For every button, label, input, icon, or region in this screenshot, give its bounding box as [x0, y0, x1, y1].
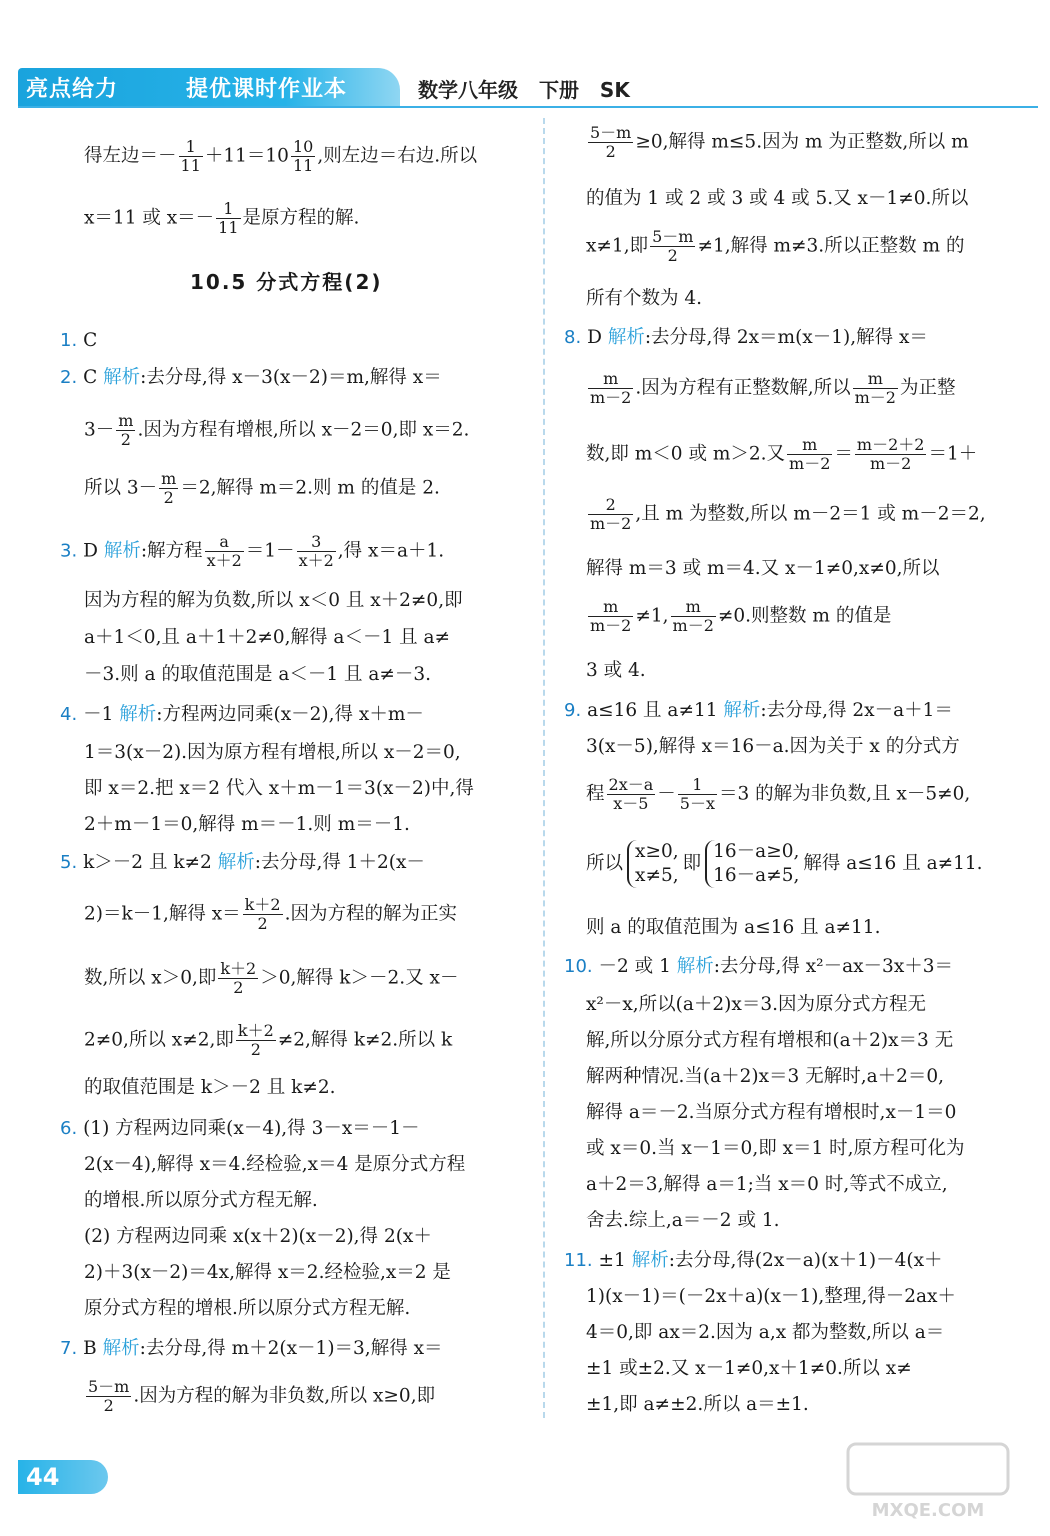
text-line: ±1 或±2.又 x－1≠0,x＋1≠0.所以 x≠ [586, 1358, 912, 1379]
text-line: 程 $\frac{2x-a}{x-5}$ － $\frac{1}{5-x}$ ＝3 的解为非负数,且 x－5≠0, [586, 775, 971, 813]
text-line: x＝11 或 x＝－ $\frac{1}{11}$ 是原方程的解. [84, 199, 360, 237]
answer-5: 5. k＞－2 且 k≠2 解析:去分母,得 1＋2(x－ [60, 852, 425, 873]
text-line: 的值为 1 或 2 或 3 或 4 或 5.又 x－1≠0.所以 [586, 188, 969, 209]
fraction: $\frac{k+2}{2}$ [220, 959, 257, 997]
text-line: 得左边＝－ $\frac{1}{11}$ ＋11＝10 $\frac{10}{11}$ ,则左边＝右边.所以 [84, 137, 478, 175]
fraction: $\frac{10}{11}$ [292, 137, 314, 175]
answer-4: 4. －1 解析:方程两边同乘(x－2),得 x＋m－ [60, 704, 424, 725]
answer-6: 6. (1) 方程两边同乘(x－4),得 3－x＝－1－ [60, 1118, 420, 1139]
fraction: $\frac{5-m}{2}$ [88, 1377, 130, 1415]
svg-text:MXQE.COM: MXQE.COM [871, 1500, 985, 1521]
fraction: $\frac{1}{5-x}$ [679, 775, 715, 813]
fraction: $\frac{m}{2}$ [161, 469, 177, 507]
text-line: 舍去.综上,a＝－2 或 1. [586, 1210, 780, 1231]
answer-8: 8. D 解析:去分母,得 2x＝m(x－1),解得 x＝ [564, 327, 928, 348]
text-line: 则 a 的取值范围为 a≤16 且 a≠11. [586, 917, 881, 938]
fraction: $\frac{k+2}{2}$ [244, 895, 281, 933]
text-line: a＋2＝3,解得 a＝1;当 x＝0 时,等式不成立, [586, 1174, 948, 1195]
text-line: $\frac{5-m}{2}$ ≥0,解得 m≤5.因为 m 为正整数,所以 m [590, 123, 969, 161]
fraction: $\frac{a}{x+2}$ [206, 532, 242, 570]
fraction: $\frac{m}{m-2}$ [590, 597, 632, 635]
answer-2: 2. C 解析:去分母,得 x－3(x－2)＝m,解得 x＝ [60, 367, 442, 388]
page-header [18, 68, 1018, 106]
text-line: 1＝3(x－2).因为原方程有增根,所以 x－2＝0, [84, 742, 461, 763]
analysis-tag: 解析 [103, 367, 141, 388]
page-number: 44 [18, 1460, 108, 1494]
text-line: 的取值范围是 k＞－2 且 k≠2. [84, 1077, 336, 1098]
text-line: 即 x＝2.把 x＝2 代入 x＋m－1＝3(x－2)中,得 [84, 778, 474, 799]
text-line: －3.则 a 的取值范围是 a＜－1 且 a≠－3. [84, 664, 432, 685]
fraction: $\frac{5-m}{2}$ [590, 123, 632, 161]
text-line: 所以 3－ $\frac{m}{2}$ ＝2,解得 m＝2.则 m 的值是 2. [84, 469, 440, 507]
text-line: 3(x－5),解得 x＝16－a.因为关于 x 的分式方 [586, 736, 960, 757]
fraction: $\frac{m}{m-2}$ [672, 597, 714, 635]
answer-11: 11. ±1 解析:去分母,得(2x－a)(x＋1)－4(x＋ [564, 1250, 943, 1271]
answer-3: 3. D 解析:解方程 $\frac{a}{x+2}$ ＝1－ $\frac{3}{x+2}$ ,得 x＝a＋1. [60, 532, 445, 570]
text-line: a＋1＜0,且 a＋1＋2≠0,解得 a＜－1 且 a≠ [84, 627, 451, 648]
fraction: $\frac{1}{11}$ [218, 199, 239, 237]
book-title: 提优课时作业本 [186, 77, 348, 102]
text-line: 原分式方程的增根.所以原分式方程无解. [84, 1298, 411, 1319]
equation-system: 16－a≥0, 16－a≠5, [705, 840, 799, 888]
watermark-logo [844, 1440, 1014, 1526]
fraction: $\frac{m}{m-2}$ [789, 435, 831, 473]
fraction: $\frac{2x-a}{x-5}$ [608, 775, 654, 813]
text-line: 解得 a＝－2.当原分式方程有增根时,x－1＝0 [586, 1102, 957, 1123]
answer-9: 9. a≤16 且 a≠11 解析:去分母,得 2x－a＋1＝ [564, 700, 953, 721]
brand-banner [18, 68, 400, 106]
header-rule [18, 106, 1038, 108]
text-line: 3 或 4. [586, 660, 646, 681]
fraction: $\frac{1}{11}$ [180, 137, 201, 175]
text-line: 或 x＝0.当 x－1＝0,即 x＝1 时,原方程可化为 [586, 1138, 965, 1159]
answer-1: 1. C [60, 330, 98, 351]
equation-system: x≥0, x≠5, [627, 840, 679, 888]
text-line: 数,所以 x＞0,即 $\frac{k+2}{2}$ ＞0,解得 k＞－2.又 x－ [84, 959, 459, 997]
section-title: 10.5 分式方程(2) [190, 270, 383, 294]
text-line: 2≠0,所以 x≠2,即 $\frac{k+2}{2}$ ≠2,解得 k≠2.所以 k [84, 1021, 453, 1059]
text-line: 所有个数为 4. [586, 288, 703, 309]
subject-label: 数学八年级 下册 SK [418, 78, 630, 102]
fraction: $\frac{m}{m-2}$ [854, 369, 896, 407]
text-line: $\frac{5-m}{2}$ .因为方程的解为非负数,所以 x≥0,即 [88, 1377, 436, 1415]
answer-10: 10. －2 或 1 解析:去分母,得 x²－ax－3x＋3＝ [564, 956, 954, 977]
fraction: $\frac{m}{m-2}$ [590, 369, 632, 407]
text-line: 3－ $\frac{m}{2}$ .因为方程有增根,所以 x－2＝0,即 x＝2. [84, 411, 470, 449]
answer-7: 7. B 解析:去分母,得 m＋2(x－1)＝3,解得 x＝ [60, 1338, 443, 1359]
fraction: $\frac{m}{2}$ [118, 411, 134, 449]
text-line: 4＝0,即 ax＝2.因为 a,x 都为整数,所以 a＝ [586, 1322, 945, 1343]
text-line: 2)＋3(x－2)＝4x,解得 x＝2.经检验,x＝2 是 [84, 1262, 451, 1283]
text-line: x²－x,所以(a＋2)x＝3.因为原分式方程无 [586, 994, 926, 1015]
text-line: 的增根.所以原分式方程无解. [84, 1190, 318, 1211]
text-line: 因为方程的解为负数,所以 x＜0 且 x＋2≠0,即 [84, 590, 463, 611]
text-line: 解得 m＝3 或 m＝4.又 x－1≠0,x≠0,所以 [586, 558, 940, 579]
text-line: $\frac{m}{m-2}$ ≠1, $\frac{m}{m-2}$ ≠0.则整数 m 的值是 [590, 597, 892, 635]
fraction: $\frac{2}{m-2}$ [590, 495, 632, 533]
text-line: 1)(x－1)＝(－2x＋a)(x－1),整理,得－2ax＋ [586, 1286, 956, 1307]
column-divider [543, 118, 545, 1418]
text-line: 2(x－4),解得 x＝4.经检验,x＝4 是原分式方程 [84, 1154, 466, 1175]
text-line: 数,即 m＜0 或 m＞2.又 $\frac{m}{m-2}$ ＝ $\frac{m-2+2}{m-2}$ ＝1＋ [586, 435, 978, 473]
fraction: $\frac{k+2}{2}$ [237, 1021, 274, 1059]
text-line: $\frac{m}{m-2}$ .因为方程有正整数解,所以 $\frac{m}{m-2}$ 为正整 [590, 369, 956, 407]
fraction: $\frac{5-m}{2}$ [652, 227, 694, 265]
text-line: 解,所以分原分式方程有增根和(a＋2)x＝3 无 [586, 1030, 954, 1051]
text-line: 2＋m－1＝0,解得 m＝－1.则 m＝－1. [84, 814, 410, 835]
fraction: $\frac{3}{x+2}$ [298, 532, 334, 570]
text-line: (2) 方程两边同乘 x(x＋2)(x－2),得 2(x＋ [84, 1226, 432, 1247]
text-line: 所以 x≥0, x≠5, 即 16－a≥0, 16－a≠5, 解得 a≤16 且 a≠11. [586, 841, 983, 886]
text-line: ±1,即 a≠±2.所以 a＝±1. [586, 1394, 809, 1415]
fraction: $\frac{m-2+2}{m-2}$ [856, 435, 925, 473]
text-line: 解两种情况.当(a＋2)x＝3 无解时,a＋2＝0, [586, 1066, 945, 1087]
text-line: 2)＝k－1,解得 x＝ $\frac{k+2}{2}$ .因为方程的解为正实 [84, 895, 457, 933]
text-line: $\frac{2}{m-2}$ ,且 m 为整数,所以 m－2＝1 或 m－2＝2, [590, 495, 986, 533]
text-line: x≠1,即 $\frac{5-m}{2}$ ≠1,解得 m≠3.所以正整数 m 的 [586, 227, 965, 265]
brand-name: 亮点给力 [26, 77, 119, 102]
